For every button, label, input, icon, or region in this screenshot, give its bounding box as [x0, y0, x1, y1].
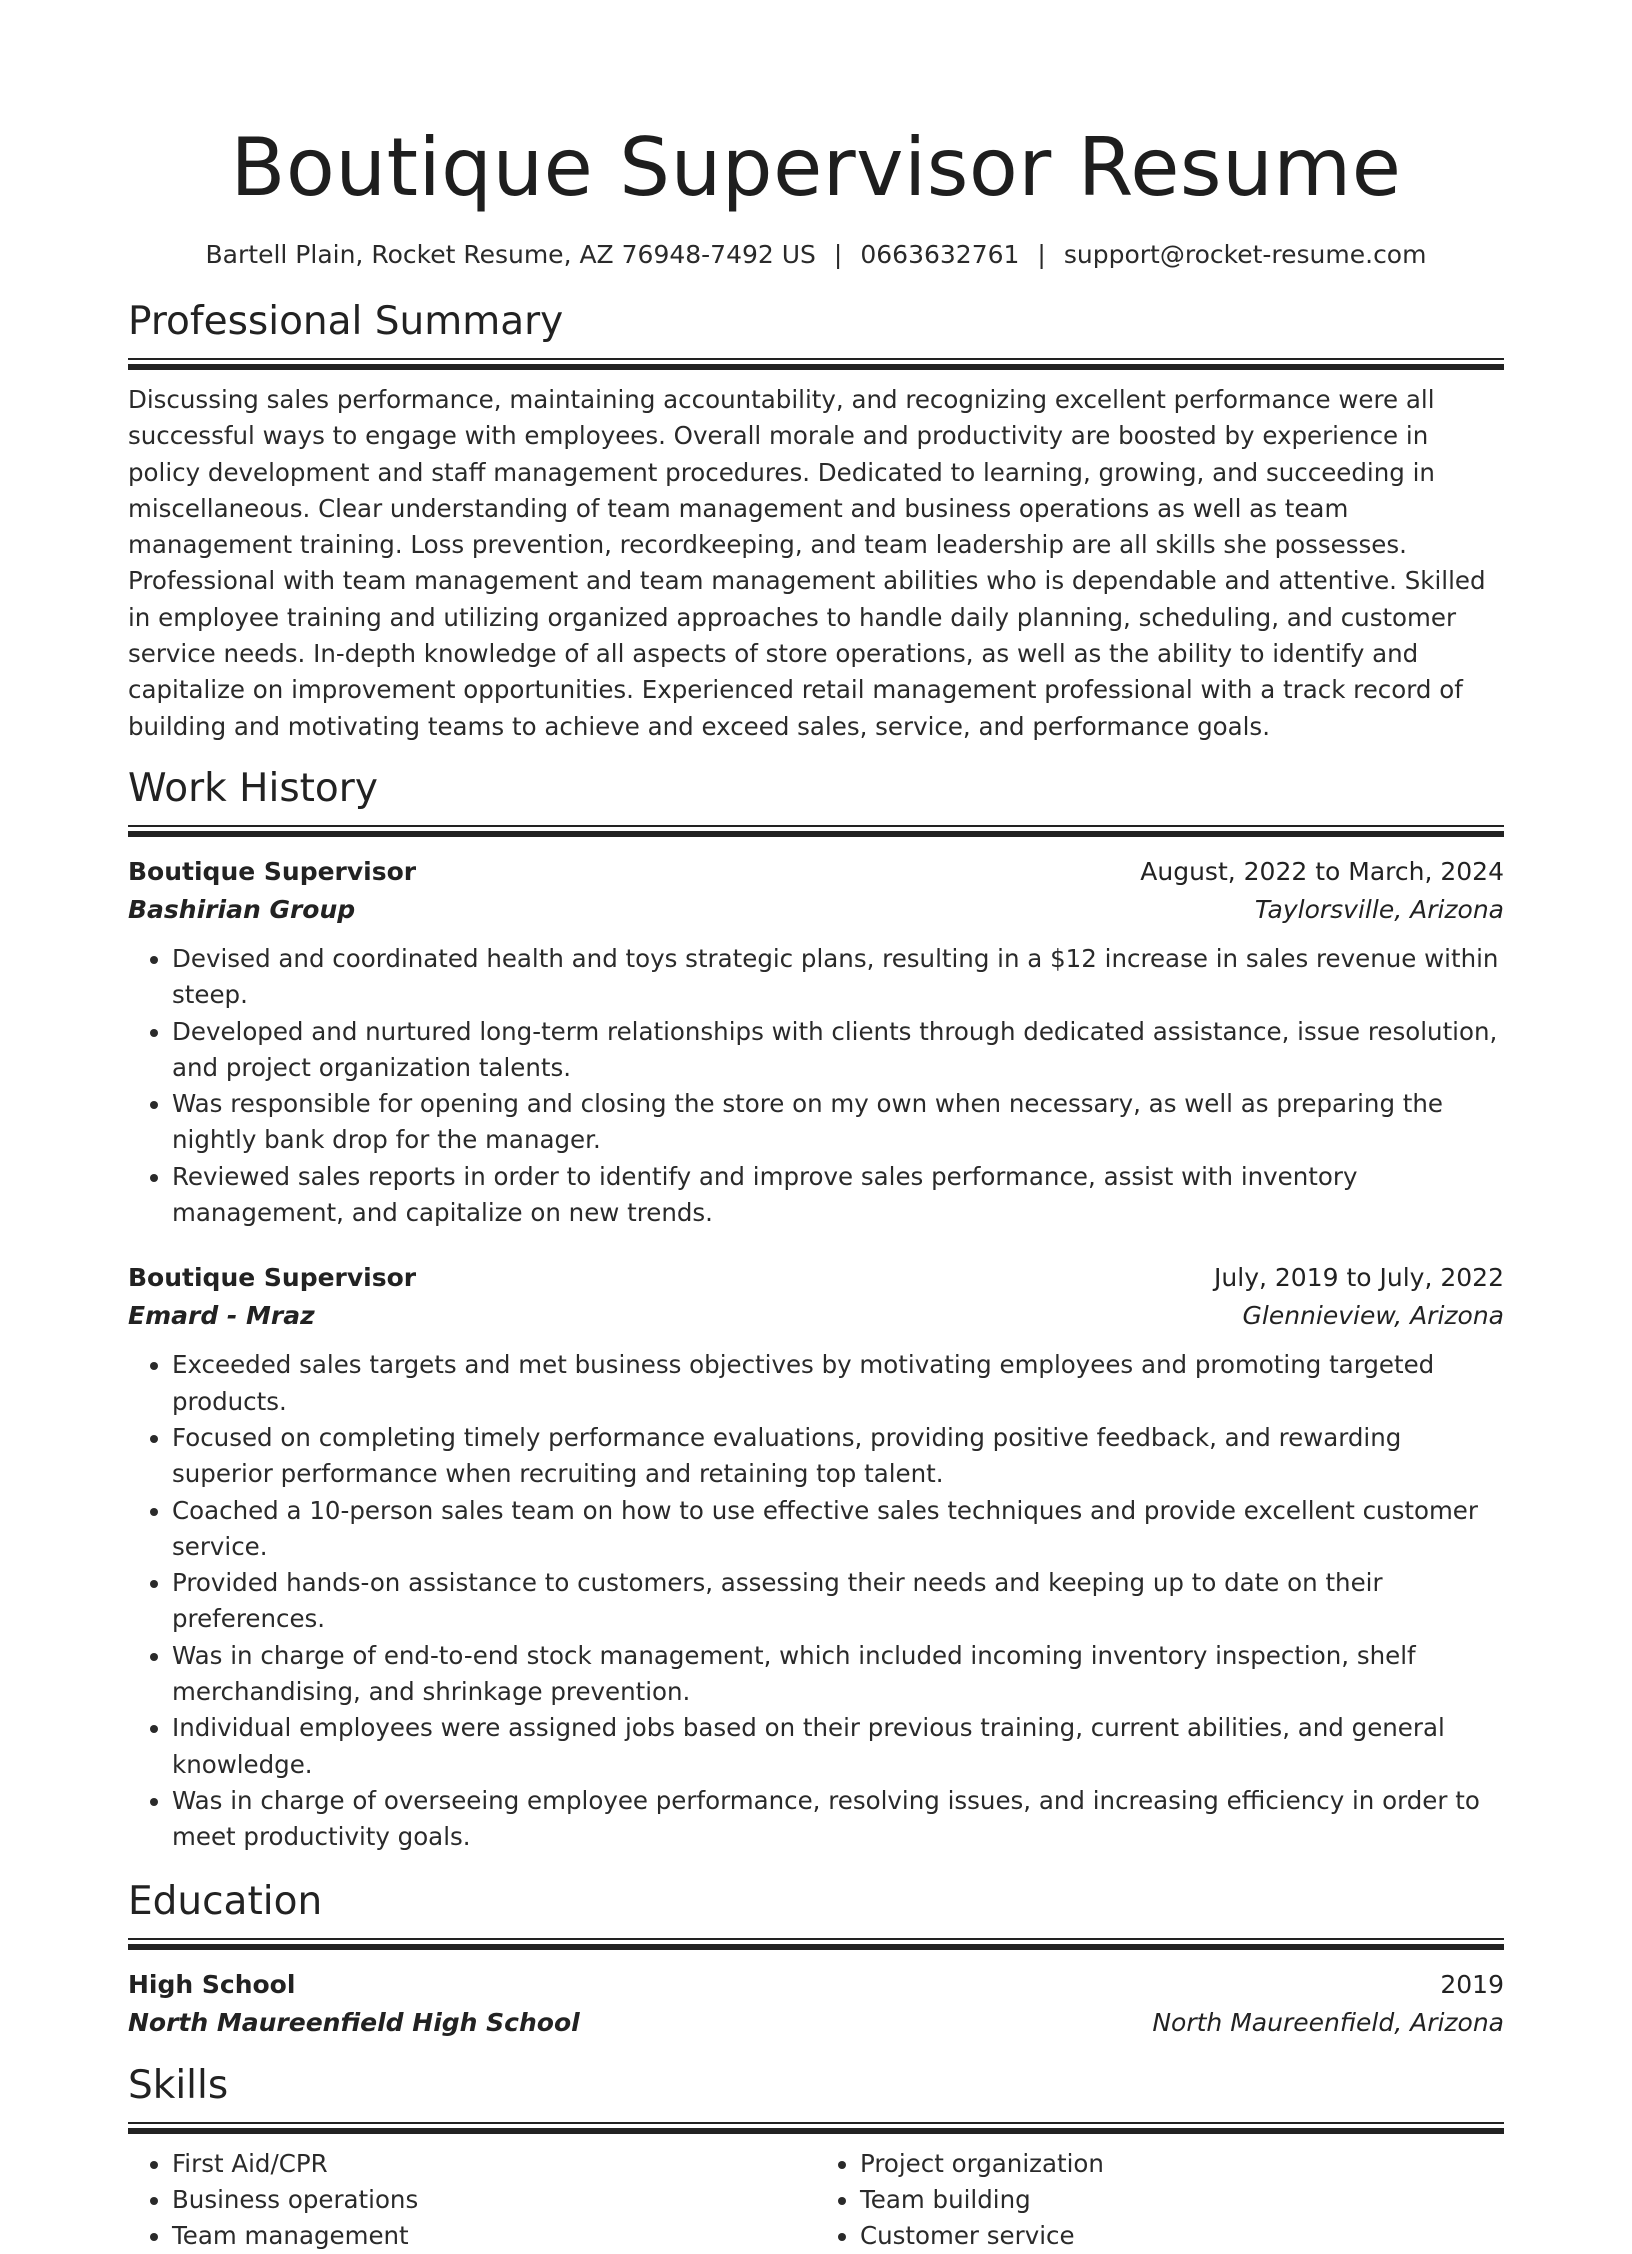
job-location: Glennieview, Arizona: [1243, 1297, 1505, 1335]
job-subheader: [128, 1297, 1504, 1335]
skill-item: • Customer service: [860, 2218, 1504, 2254]
job-dates: July, 2019 to July, 2022: [1214, 1259, 1504, 1297]
list-item: • Coached a 10-person sales team on how to use effective sales techniques and provide excellent customer service.: [172, 1493, 1504, 1566]
list-item: • Exceeded sales targets and met business objectives by motivating employees and promoting targeted products.: [172, 1347, 1504, 1420]
skill-item: • Business operations: [172, 2182, 816, 2218]
skills-column-right: [816, 2146, 1504, 2254]
skill-item: • Team management: [172, 2218, 816, 2254]
section-heading-skills: Skills: [128, 2062, 1504, 2110]
job-entry: [128, 853, 1504, 1231]
job-bullets: [128, 1347, 1504, 1855]
summary-text: Discussing sales performance, maintaining accountability, and recognizing excellent performance were all successful ways to engage with employees. Overall morale and productivity are boosted by experience in policy development and staff management procedures. Dedicated to learning, growing, and succeeding in miscellaneous. Clear understanding of team management and business operations as well as team management training. Loss prevention, recordkeeping, and team leadership are all skills she possesses. Professional with team management and team management abilities who is dependable and attentive. Skilled in employee training and utilizing organized approaches to handle daily planning, scheduling, and customer service needs. In-depth knowledge of all aspects of store operations, as well as the ability to identify and capitalize on improvement opportunities. Experienced retail management professional with a track record of building and motivating teams to achieve and exceed sales, service, and performance goals.: [128, 382, 1504, 745]
section-heading-summary: Professional Summary: [128, 298, 1504, 346]
section-heading-education: Education: [128, 1878, 1504, 1926]
job-bullets: [128, 941, 1504, 1231]
job-title: Boutique Supervisor: [128, 1259, 416, 1297]
section-rule: [128, 2122, 1504, 2136]
section-summary: [128, 298, 1504, 745]
skills-columns: [128, 2146, 1504, 2254]
section-education: [128, 1878, 1504, 2042]
section-skills: [128, 2062, 1504, 2254]
education-year: 2019: [1440, 1966, 1504, 2004]
section-rule: [128, 358, 1504, 372]
section-heading-work: Work History: [128, 765, 1504, 813]
contact-separator: |: [834, 238, 842, 272]
skill-item: • Project organization: [860, 2146, 1504, 2182]
resume-page: [128, 0, 1504, 2254]
education-location: North Maureenfield, Arizona: [1152, 2004, 1504, 2042]
list-item: • Was in charge of end-to-end stock management, which included incoming inventory inspection, shelf merchandising, and shrinkage prevention.: [172, 1638, 1504, 1711]
list-item: • Individual employees were assigned jobs based on their previous training, current abilities, and general knowledge.: [172, 1710, 1504, 1783]
section-rule: [128, 825, 1504, 839]
contact-address: Bartell Plain, Rocket Resume, AZ 76948-7492 US: [206, 240, 816, 269]
list-item: • Reviewed sales reports in order to identify and improve sales performance, assist with inventory management, and capitalize on new trends.: [172, 1159, 1504, 1232]
contact-separator: |: [1037, 238, 1045, 272]
section-work-history: [128, 765, 1504, 1856]
resume-title: Boutique Supervisor Resume: [128, 0, 1504, 218]
job-subheader: [128, 891, 1504, 929]
list-item: • Developed and nurtured long-term relationships with clients through dedicated assistance, issue resolution, and project organization talents.: [172, 1014, 1504, 1087]
education-header: [128, 1966, 1504, 2004]
job-header: [128, 853, 1504, 891]
skill-item: • Team building: [860, 2182, 1504, 2218]
skills-column-left: [128, 2146, 816, 2254]
job-entry: [128, 1259, 1504, 1855]
education-subheader: [128, 2004, 1504, 2042]
contact-phone: 0663632761: [860, 240, 1019, 269]
job-dates: August, 2022 to March, 2024: [1140, 853, 1504, 891]
list-item: • Devised and coordinated health and toys strategic plans, resulting in a $12 increase in sales revenue within steep.: [172, 941, 1504, 1014]
contact-email: support@rocket-resume.com: [1064, 240, 1427, 269]
education-entry: [128, 1966, 1504, 2042]
job-company: Bashirian Group: [128, 891, 355, 929]
list-item: • Provided hands-on assistance to customers, assessing their needs and keeping up to date on their preferences.: [172, 1565, 1504, 1638]
list-item: • Was in charge of overseeing employee performance, resolving issues, and increasing efficiency in order to meet productivity goals.: [172, 1783, 1504, 1856]
job-title: Boutique Supervisor: [128, 853, 416, 891]
job-header: [128, 1259, 1504, 1297]
job-company: Emard - Mraz: [128, 1297, 315, 1335]
education-school: North Maureenfield High School: [128, 2004, 580, 2042]
contact-line: [128, 238, 1504, 272]
job-location: Taylorsville, Arizona: [1255, 891, 1504, 929]
list-item: • Was responsible for opening and closing the store on my own when necessary, as well as preparing the nightly bank drop for the manager.: [172, 1086, 1504, 1159]
skill-item: • First Aid/CPR: [172, 2146, 816, 2182]
education-degree: High School: [128, 1966, 295, 2004]
list-item: • Focused on completing timely performance evaluations, providing positive feedback, and rewarding superior performance when recruiting and retaining top talent.: [172, 1420, 1504, 1493]
section-rule: [128, 1938, 1504, 1952]
